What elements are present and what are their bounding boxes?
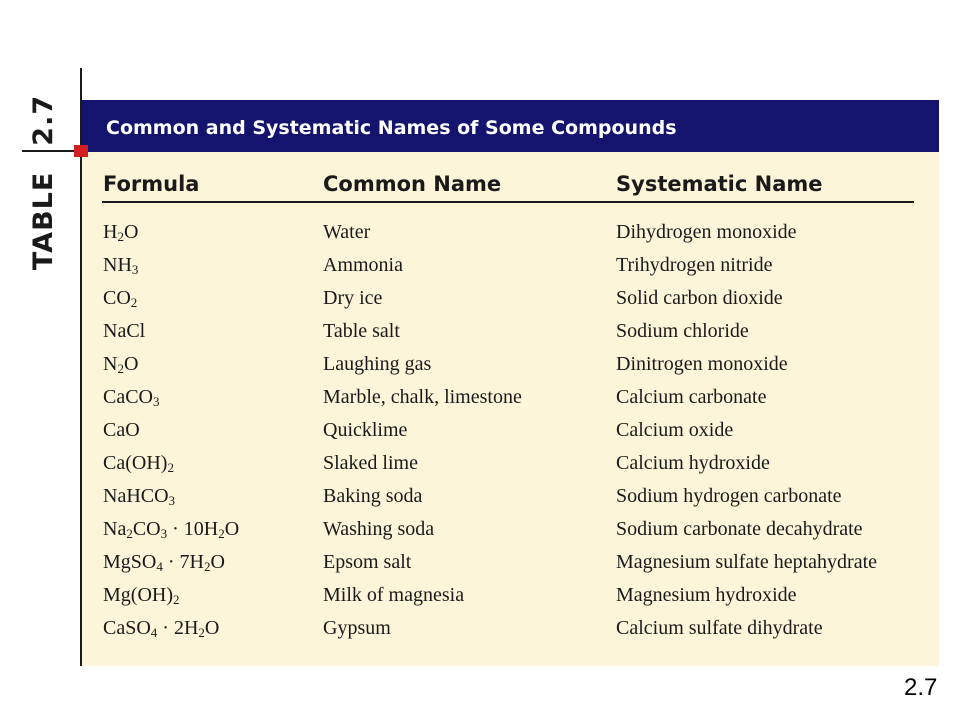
table-row [82,515,939,548]
formula-cell: $CO_2$ [103,287,138,310]
table-row [82,383,939,416]
table-row [82,350,939,383]
common-name-cell: Quicklime [323,419,408,441]
table-label [22,94,66,270]
header-formula: Formula [103,172,200,196]
systematic-name-cell: Magnesium sulfate heptahydrate [616,551,878,573]
slide-number: 2.7 [904,674,938,701]
common-name-cell: Dry ice [323,287,383,309]
table-row [82,416,939,449]
formula-cell: CaSO$_4$ · $2H_2O$ [103,617,220,640]
systematic-name-cell: Sodium chloride [616,320,749,342]
table-row [82,317,939,350]
common-name-cell: Washing soda [323,518,435,540]
systematic-name-cell: Dinitrogen monoxide [616,353,788,375]
systematic-name-cell: Solid carbon dioxide [616,287,783,309]
formula-cell: CaCO$_3$ [103,386,160,409]
common-name-cell: Marble, chalk, limestone [323,386,522,408]
table-row [82,614,939,647]
formula-cell: $Ca(OH)_2$ [103,452,174,475]
table-row [82,251,939,284]
formula-cell: $H_2O$ [103,221,139,244]
systematic-name-cell: Calcium hydroxide [616,452,770,474]
common-name-cell: Water [323,221,371,243]
systematic-name-cell: Magnesium hydroxide [616,584,797,606]
table-row [82,581,939,614]
header-systematic-name: Systematic Name [616,172,823,196]
common-name-cell: Gypsum [323,617,391,639]
table-row [82,449,939,482]
formula-cell: $NH_3$ [103,254,139,277]
table-row [82,548,939,581]
table-row [82,218,939,251]
table-row [82,284,939,317]
common-name-cell: Laughing gas [323,353,432,375]
systematic-name-cell: Calcium sulfate dihydrate [616,617,823,639]
common-name-cell: Slaked lime [323,452,418,474]
table-body [82,218,939,647]
table-label-number: 2.7 [28,94,60,146]
common-name-cell: Epsom salt [323,551,412,573]
common-name-cell: Baking soda [323,485,423,507]
red-marker [74,145,88,157]
table-row [82,482,939,515]
table-panel [82,100,939,666]
common-name-cell: Ammonia [323,254,403,276]
systematic-name-cell: Dihydrogen monoxide [616,221,797,243]
table-title: Common and Systematic Names of Some Compounds [82,100,939,152]
systematic-name-cell: Calcium oxide [616,419,734,441]
formula-cell: NaHCO$_3$ [103,485,176,508]
systematic-name-cell: Sodium hydrogen carbonate [616,485,842,507]
systematic-name-cell: Trihydrogen nitride [616,254,773,276]
formula-cell: NaCl [103,320,146,342]
formula-cell: MgSO$_4$ · $7H_2O$ [103,551,225,574]
formula-cell: CaO [103,419,140,441]
table-label-word: TABLE [28,171,60,270]
common-name-cell: Table salt [323,320,400,342]
formula-cell: $Na_2CO_3 \cdot 10H_2O$ [103,518,240,541]
formula-cell: $Mg(OH)_2$ [103,584,180,607]
common-name-cell: Milk of magnesia [323,584,465,606]
formula-cell: $N_2O$ [103,353,139,376]
header-common-name: Common Name [323,172,502,196]
systematic-name-cell: Calcium carbonate [616,386,767,408]
systematic-name-cell: Sodium carbonate decahydrate [616,518,863,540]
header-rule [102,201,914,203]
